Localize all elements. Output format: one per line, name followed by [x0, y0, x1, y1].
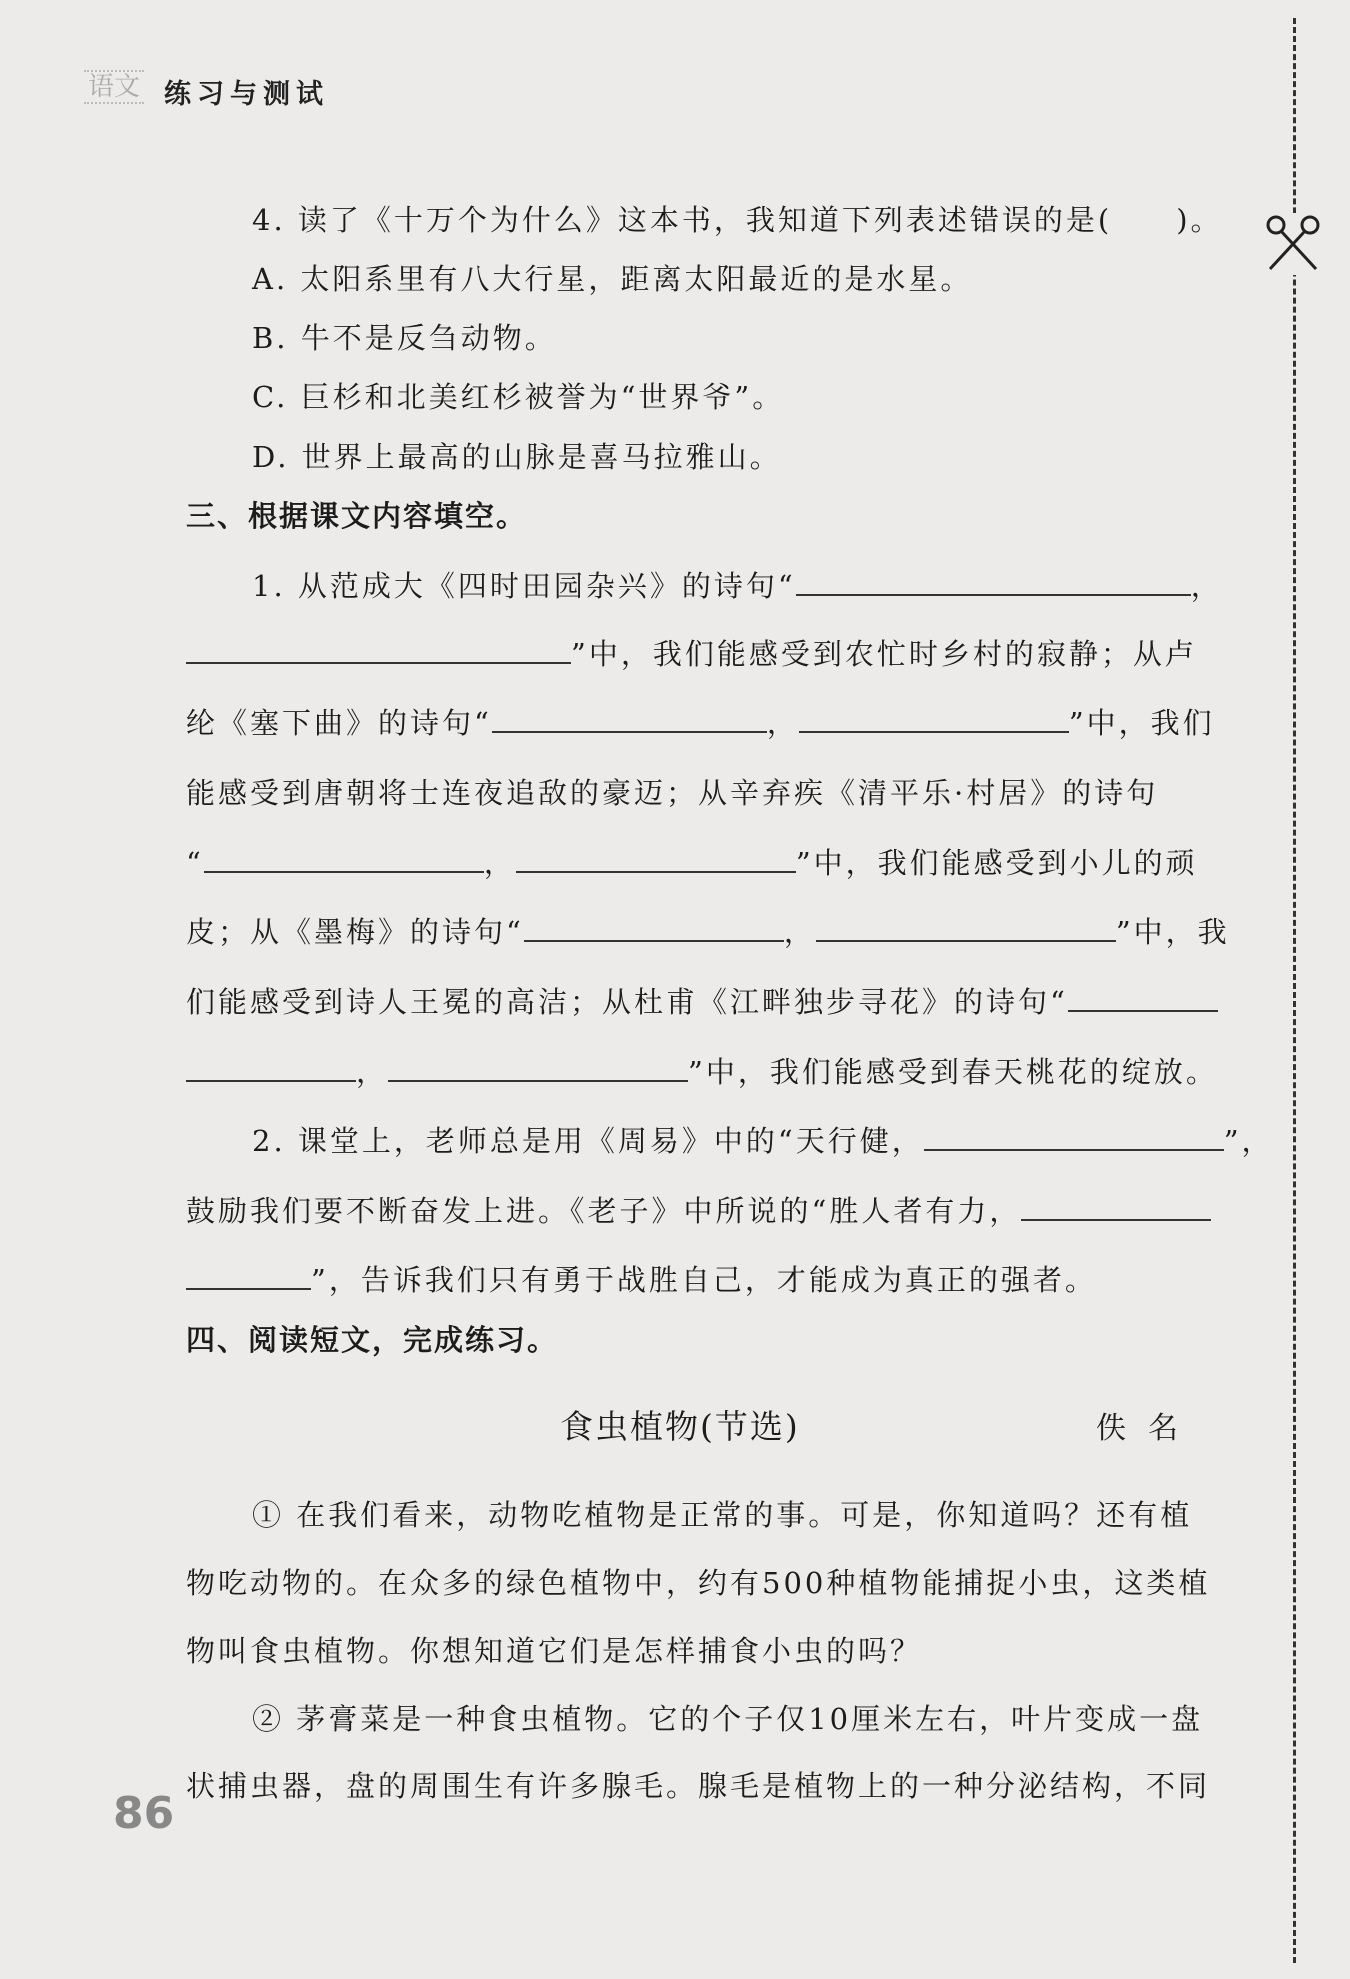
text-span: ”中，我们: [1068, 706, 1215, 740]
s3-p1-line1: [252, 566, 1223, 606]
q4-option-c: C. 巨杉和北美红杉被誉为“世界爷”。: [252, 380, 785, 414]
para2-line2: 状捕虫器，盘的周围生有许多腺毛。腺毛是植物上的一种分泌结构，不同: [186, 1769, 1211, 1803]
answer-blank[interactable]: [388, 1052, 688, 1082]
s3-p1-line8: [186, 1052, 1218, 1092]
passage-author: 佚名: [1096, 1411, 1200, 1446]
answer-blank[interactable]: [924, 1121, 1224, 1151]
text-span: ”中，我们能感受到农忙时乡村的寂静；从卢: [571, 637, 1197, 671]
answer-blank[interactable]: [1068, 982, 1218, 1012]
text-span: ”中，我: [1115, 915, 1230, 949]
para1-line2: 物吃动物的。在众多的绿色植物中，约有500种植物能捕捉小虫，这类植: [186, 1566, 1211, 1600]
answer-blank[interactable]: [516, 843, 796, 873]
text-span: 纶《塞下曲》的诗句“: [186, 706, 492, 740]
answer-blank[interactable]: [799, 703, 1069, 733]
text-span: ，: [1190, 569, 1223, 603]
book-title: 练习与测试: [164, 79, 329, 110]
q4-stem: 4. 读了《十万个为什么》这本书，我知道下列表述错误的是( )。: [252, 203, 1223, 237]
q4-option-d: D. 世界上最高的山脉是喜马拉雅山。: [252, 440, 782, 474]
text-span: 们能感受到诗人王冕的高洁；从杜甫《江畔独步寻花》的诗句“: [186, 985, 1068, 1019]
answer-blank[interactable]: [186, 1260, 311, 1290]
text-span: ，: [766, 706, 799, 740]
answer-blank[interactable]: [1021, 1191, 1211, 1221]
para1-line1: ① 在我们看来，动物吃植物是正常的事。可是，你知道吗？还有植: [252, 1498, 1193, 1532]
text-span: 2. 课堂上，老师总是用《周易》中的“天行健，: [252, 1124, 924, 1158]
answer-blank[interactable]: [816, 912, 1116, 942]
q4-option-a: A. 太阳系里有八大行星，距离太阳最近的是水星。: [252, 262, 973, 296]
text-span: ，: [483, 846, 516, 880]
text-span: ”，告诉我们只有勇于战胜自己，才能成为真正的强者。: [311, 1263, 1097, 1297]
text-span: ，: [783, 915, 816, 949]
answer-blank[interactable]: [796, 566, 1191, 596]
s3-p1-line7: [186, 982, 1218, 1022]
page-number: 86: [113, 1788, 175, 1839]
text-span: ，: [356, 1055, 389, 1089]
text-span: “: [186, 846, 204, 880]
s3-p1-line5: [186, 843, 1198, 883]
text-span: ”中，我们能感受到春天桃花的绽放。: [688, 1055, 1218, 1089]
para1-line3: 物叫食虫植物。你想知道它们是怎样捕食小虫的吗？: [186, 1634, 923, 1668]
answer-blank[interactable]: [186, 634, 571, 664]
answer-blank[interactable]: [204, 843, 484, 873]
subject-label: 语文: [84, 70, 144, 104]
s3-p1-line3: [186, 703, 1215, 743]
text-span: 1. 从范成大《四时田园杂兴》的诗句“: [252, 569, 796, 603]
section3-heading: 三、根据课文内容填空。: [186, 499, 528, 533]
q4-option-b: B. 牛不是反刍动物。: [252, 321, 557, 355]
s3-p1-line4: 能感受到唐朝将士连夜追敌的豪迈；从辛弃疾《清平乐·村居》的诗句: [186, 776, 1159, 810]
text-span: 皮；从《墨梅》的诗句“: [186, 915, 524, 949]
section4-heading: 四、阅读短文，完成练习。: [186, 1323, 559, 1357]
s3-p2-line1: [252, 1121, 1274, 1161]
page-header: [84, 66, 344, 112]
passage-title: 食虫植物(节选): [560, 1407, 800, 1446]
answer-blank[interactable]: [186, 1052, 356, 1082]
answer-blank[interactable]: [492, 703, 767, 733]
text-span: ”中，我们能感受到小儿的顽: [795, 846, 1198, 880]
cut-line: [1293, 18, 1296, 1963]
para2-line1: ② 茅膏菜是一种食虫植物。它的个子仅10厘米左右，叶片变成一盘: [252, 1702, 1204, 1736]
s3-p2-line2: [186, 1191, 1211, 1231]
text-span: ”，: [1223, 1124, 1274, 1158]
s3-p2-line3: [186, 1260, 1097, 1300]
s3-p1-line2: [186, 634, 1197, 674]
scissors-icon: [1262, 213, 1324, 275]
text-span: 鼓励我们要不断奋发上进。《老子》中所说的“胜人者有力，: [186, 1194, 1022, 1228]
s3-p1-line6: [186, 912, 1230, 952]
answer-blank[interactable]: [524, 912, 784, 942]
